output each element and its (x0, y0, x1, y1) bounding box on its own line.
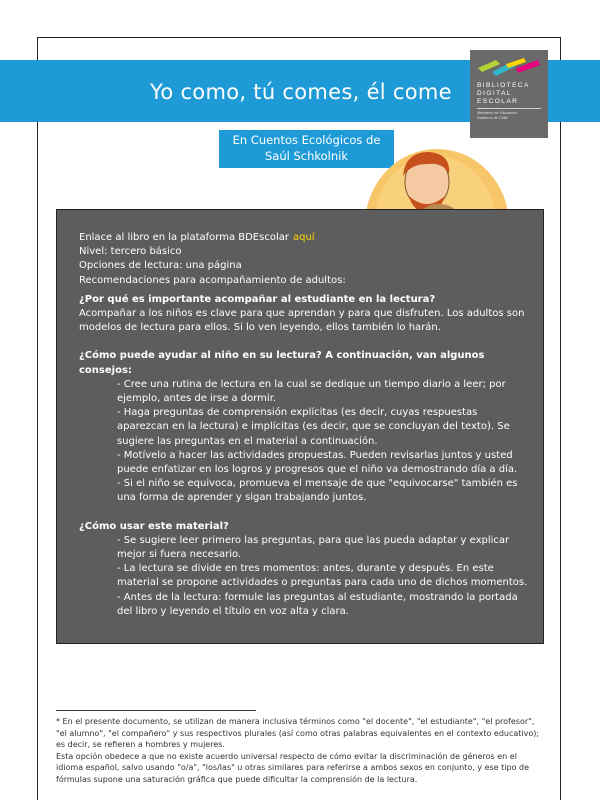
logo-government: Gobierno de Chile (477, 116, 508, 120)
page-title: Yo como, tú comes, él come (150, 80, 452, 104)
footnote-paragraph-1: * En el presente documento, se utilizan de manera inclusiva términos como "el docente", "el estudiante", "el profesor", "el alumno", "el compañero" y sus respectivos plurales (así como otras palabras equivalentes en el contexto educativo); es decir, se refieren a hombres y mujeres. (56, 717, 540, 750)
usage-item: - La lectura se divide en tres momentos: antes, durante y después. En este material se propone actividades o preguntas para cada uno de dichos momentos. (117, 563, 528, 589)
recommendations-content (79, 231, 529, 619)
logo-text-1: BIBLIOTECA (477, 82, 530, 89)
tip-item: - Haga preguntas de comprensión explícitas (es decir, cuyas respuestas aparezcan en la lectura) e implícitas (es decir, que se concluyan del texto). Se sugiere las preguntas en el material a continuación. (117, 407, 510, 447)
book-link-text: Enlace al libro en la plataforma BDEscolar (79, 232, 289, 243)
tip-item: - Si el niño se equivoca, promueva el mensaje de que "equivocarse" también es una forma de aprender y sigan trabajando juntos. (117, 478, 518, 504)
logo-divider (477, 108, 541, 109)
adult-recommendations-heading: Recomendaciones para acompañamiento de adultos: (79, 274, 346, 286)
section1-question: ¿Por qué es importante acompañar al estudiante en la lectura? (79, 293, 436, 305)
footnote (56, 716, 546, 786)
logo-stripes-icon (476, 56, 542, 78)
usage-item: - Se sugiere leer primero las preguntas, para que las pueda adaptar y explicar mejor si fuera necesario. (117, 534, 510, 561)
book-link-line (79, 231, 529, 245)
section2-question: ¿Cómo puede ayudar al niño en su lectura? A continuación, van algunos consejos: (79, 350, 485, 376)
logo-ministry: Ministerio de Educación (477, 111, 518, 115)
reading-options-text: Opciones de lectura: una página (79, 260, 242, 272)
section3-question: ¿Cómo usar este material? (79, 520, 229, 532)
tip-item: - Motívelo a hacer las actividades propuestas. Pueden revisarlas juntos y usted puede enfatizar en los logros y progresos que el niño va demostrando día a día. (117, 449, 518, 476)
logo-text-3: ESCOLAR (477, 98, 519, 105)
level-text: Nivel: tercero básico (79, 246, 182, 258)
usage-item: - Antes de la lectura: formule las preguntas al estudiante, mostrando la portada del libro y leyendo el título en voz alta y clara. (117, 591, 518, 617)
tip-item: - Cree una rutina de lectura en la cual se dedique un tiempo diario a leer; por ejemplo, antes de irse a dormir. (117, 378, 506, 405)
subtitle-line-2: Saúl Schkolnik (264, 148, 349, 163)
subtitle-line-1: En Cuentos Ecológicos de (232, 133, 381, 147)
footnote-divider (56, 710, 256, 711)
book-link[interactable]: aquí (292, 232, 315, 243)
section1-body: Acompañar a los niños es clave para que aprendan y para que disfruten. Los adultos son modelos de lectura para ellos. Si lo ven leyendo, ellos también lo harán. (79, 308, 525, 334)
bdescolar-logo (470, 50, 548, 138)
footnote-paragraph-2: Esta opción obedece a que no existe acuerdo universal respecto de cómo evitar la discriminación de géneros en el idioma español, salvo usando "o/a", "los/las" u otras similares para referirse a ambos sexos en conjunto, y ese tipo de fórmulas supone una saturación gráfica que puede dificultar la comprensión de la lectura. (56, 751, 530, 784)
logo-text-2: DIGITAL (477, 90, 512, 97)
